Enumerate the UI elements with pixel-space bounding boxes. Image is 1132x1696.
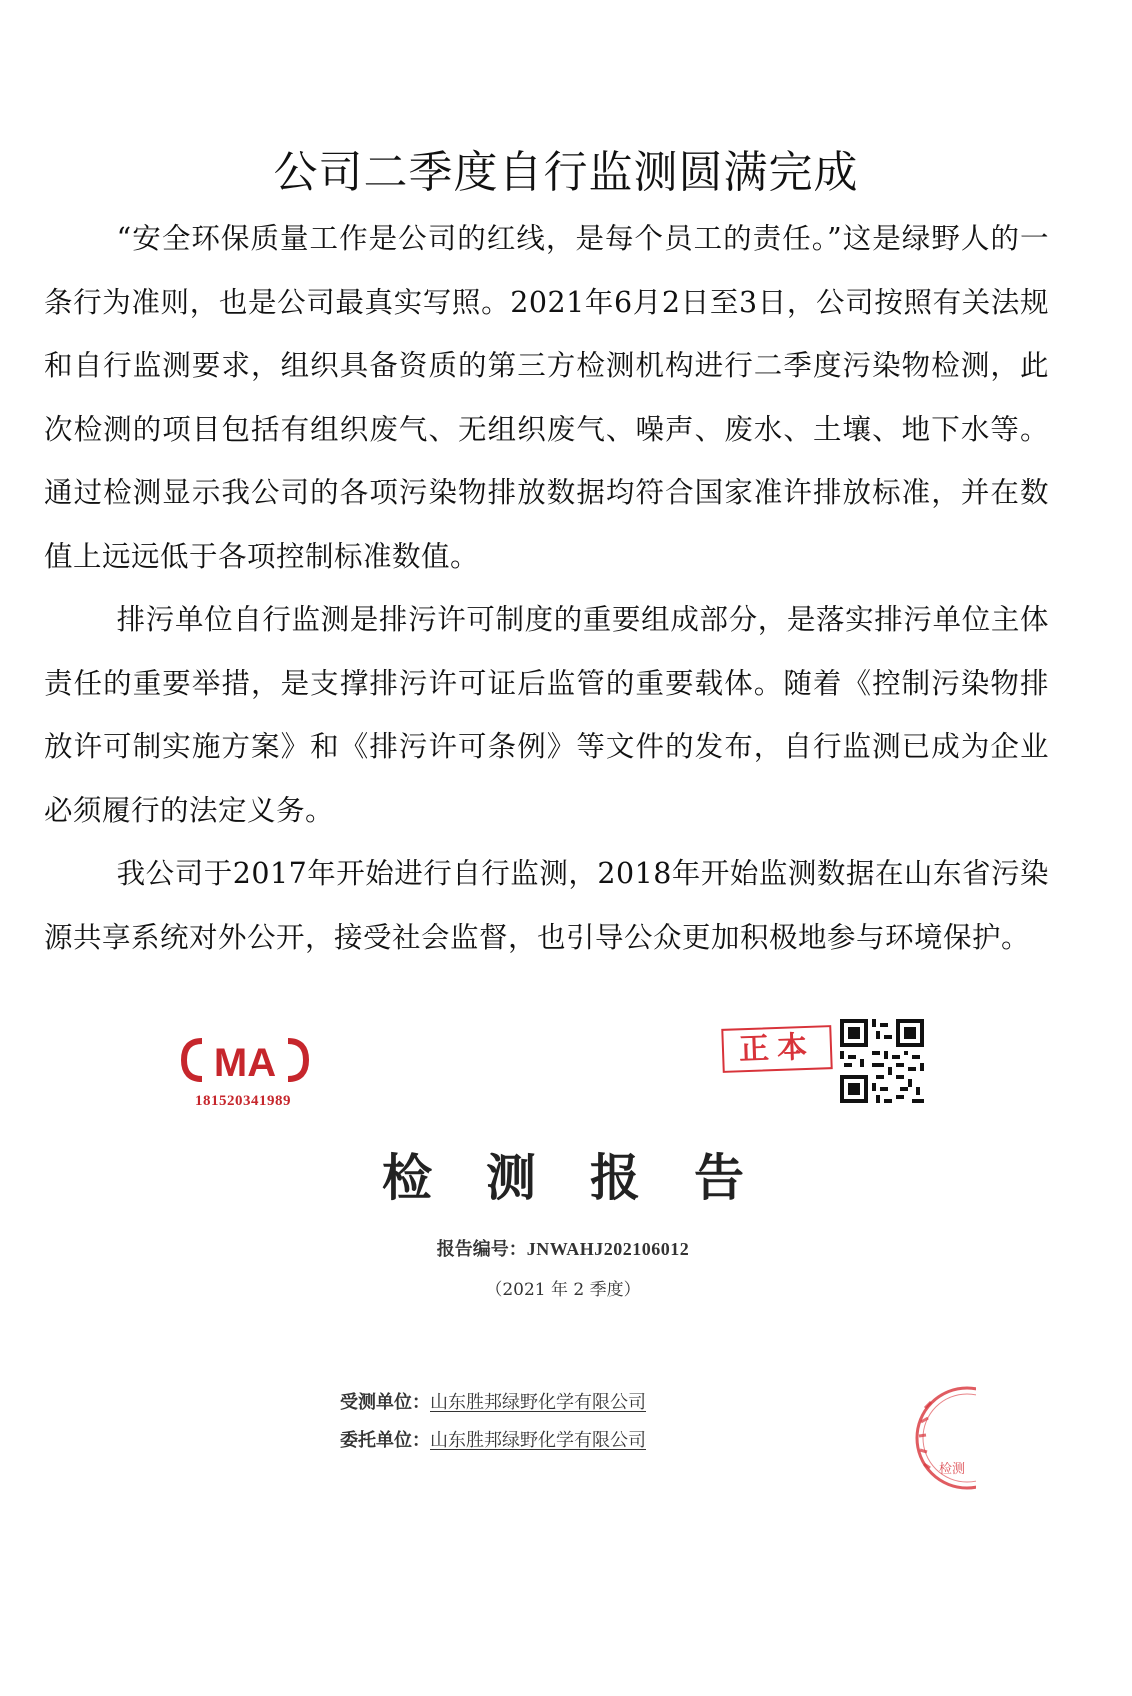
report-title-char: 告 — [694, 1148, 744, 1207]
original-copy-stamp: 正本 — [721, 1025, 832, 1073]
client-unit-label: 委托单位： — [340, 1430, 430, 1451]
report-title-char: 检 — [382, 1148, 432, 1207]
report-title-char: 报 — [590, 1148, 640, 1207]
cma-number: 181520341989 — [195, 1093, 291, 1109]
report-number — [150, 1235, 976, 1261]
qr-code-icon — [840, 1019, 924, 1103]
report-title — [150, 1138, 976, 1210]
article-body — [44, 207, 1049, 969]
article-paragraph: 我公司于2017年开始进行自行监测，2018年开始监测数据在山东省污染源共享系统对外公开，接受社会监督，也引导公众更加积极地参与环境保护。 — [44, 857, 1049, 954]
tested-unit — [340, 1388, 646, 1414]
seal-text: 检测 — [939, 1462, 966, 1477]
tested-unit-value: 山东胜邦绿野化学有限公司 — [430, 1392, 646, 1413]
article-paragraph: 排污单位自行监测是排污许可制度的重要组成部分，是落实排污单位主体责任的重要举措，是支撑排污许可证后监管的重要载体。随着《控制污染物排放许可制实施方案》和《排污许可条例》等文件的发布，自行监测已成为企业必须履行的法定义务。 — [44, 603, 1049, 827]
article-title: 公司二季度自行监测圆满完成 — [273, 147, 859, 198]
report-cover-image — [150, 993, 976, 1513]
cma-mark-text: MA — [213, 1041, 277, 1085]
report-title-char: 测 — [486, 1148, 536, 1207]
report-number-label: 报告编号： — [436, 1239, 527, 1260]
client-unit-value: 山东胜邦绿野化学有限公司 — [430, 1430, 646, 1451]
article-paragraph: “安全环保质量工作是公司的红线，是每个员工的责任。”这是绿野人的一条行为准则，也是公司最真实写照。2021年6月2日至3日，公司按照有关法规和自行监测要求，组织具备资质的第三方检测机构进行二季度污染物检测，此次检测的项目包括有组织废气、无组织废气、噪声、废水、土壤、地下水等。通过检测显示我公司的各项污染物排放数据均符合国家准许排放标准，并在数值上远远低于各项控制标准数值。 — [44, 222, 1049, 573]
tested-unit-label: 受测单位： — [340, 1392, 430, 1413]
report-period: （2021 年 2 季度） — [485, 1280, 641, 1300]
cma-mark-icon — [180, 1035, 310, 1085]
inspection-seal-icon — [895, 1378, 976, 1503]
report-number-value: JNWAHJ202106012 — [526, 1239, 690, 1259]
client-unit — [340, 1426, 646, 1452]
